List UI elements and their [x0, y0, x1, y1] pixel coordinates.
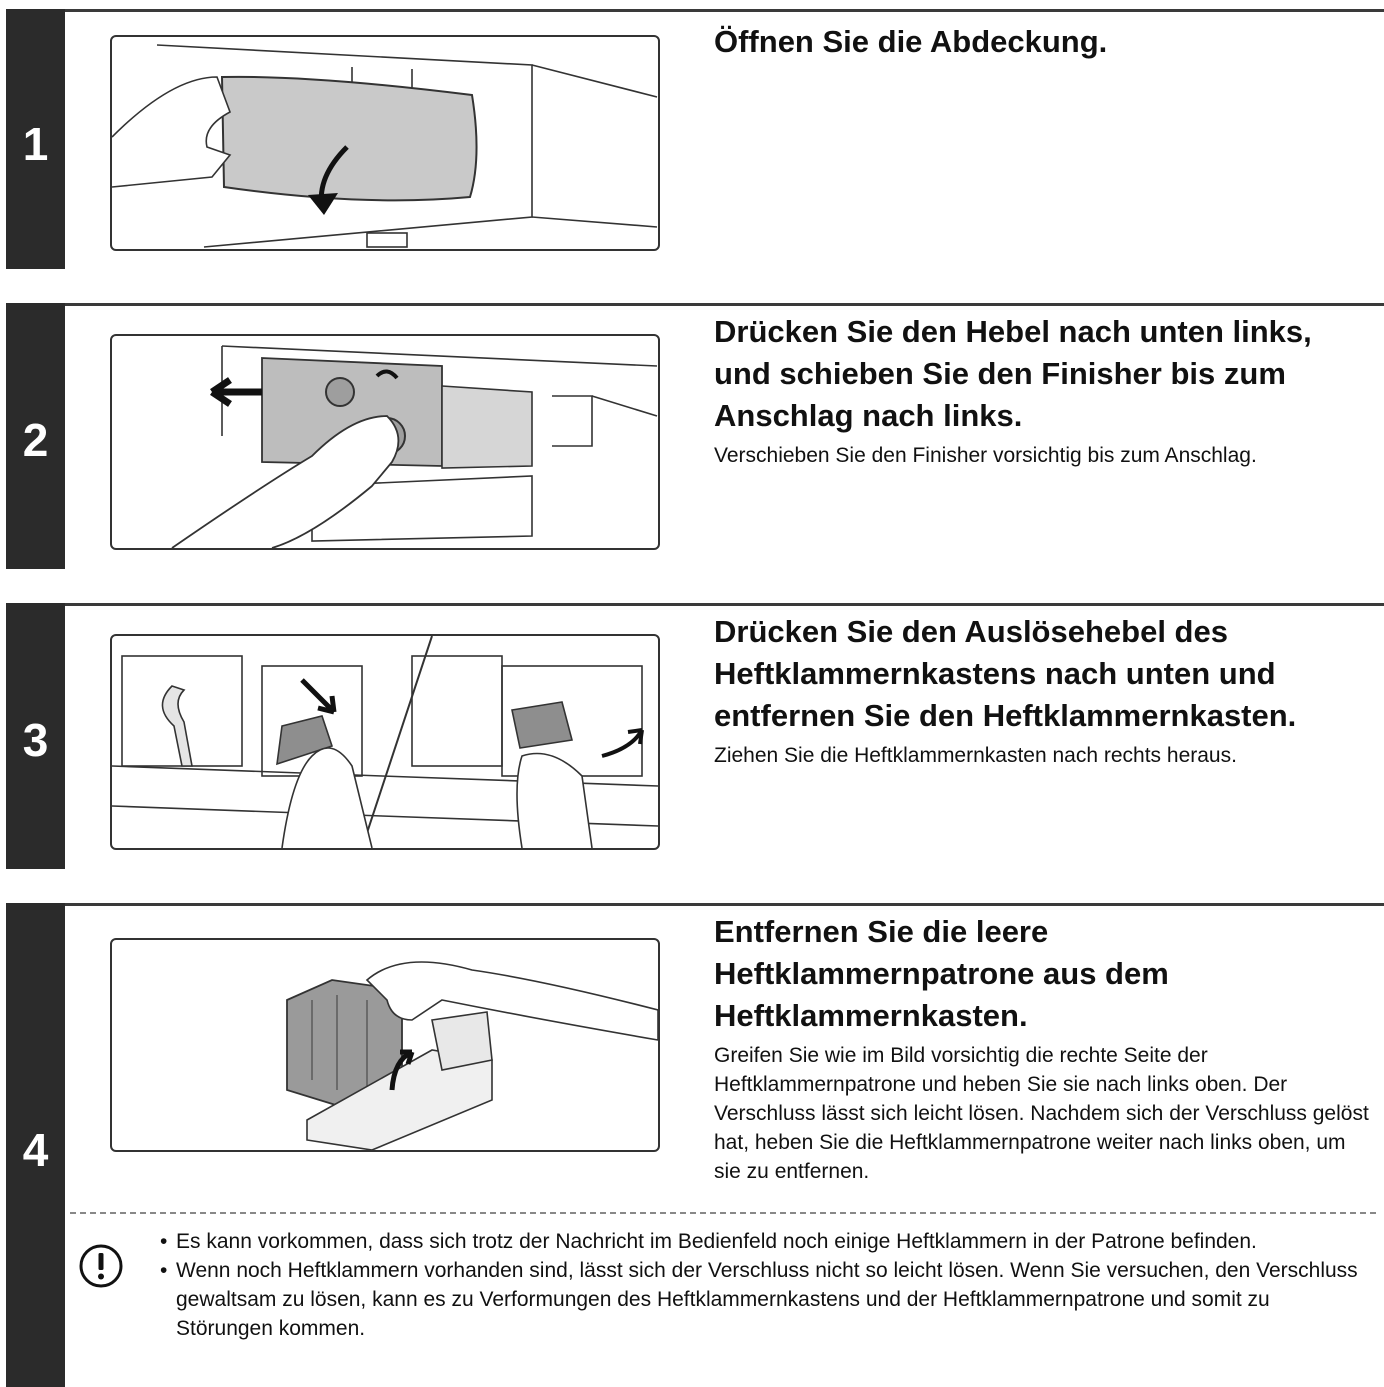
notes-list [158, 1227, 1368, 1343]
step-3 [0, 603, 1384, 869]
step-description: Ziehen Sie die Heftklammernkasten nach rechts heraus. [714, 744, 1237, 767]
push-lever-illustration [112, 336, 658, 548]
step-2-illustration [110, 334, 660, 550]
step-4-illustration [110, 938, 660, 1152]
step-4 [0, 903, 1384, 1387]
remove-cartridge-illustration [112, 940, 658, 1150]
step-1-illustration [110, 35, 660, 251]
step-description: Greifen Sie wie im Bild vorsichtig die rechte Seite der Heftklammernpatrone und heben Sie sie nach links oben. Der Verschluss lässt sich leicht lösen. Nachdem sich der Verschluss gelöst hat, heben Sie die Heftklammernpatrone weiter nach links oben, um sie zu entfernen. [714, 1044, 1369, 1183]
step-1-text [714, 21, 1374, 63]
step-heading: Drücken Sie den Hebel nach unten links, und schieben Sie den Finisher bis zum Anschlag nach links. [714, 314, 1312, 433]
open-cover-illustration [112, 37, 658, 249]
step-2 [0, 303, 1384, 569]
step-divider [6, 9, 1384, 12]
remove-staple-case-illustration [112, 636, 658, 848]
step-divider [6, 903, 1384, 906]
note-item: • Es kann vorkommen, dass sich trotz der Nachricht im Bedienfeld noch einige Heftklammern in der Patrone befinden. [158, 1227, 1368, 1256]
step-3-illustration [110, 634, 660, 850]
step-heading: Öffnen Sie die Abdeckung. [714, 24, 1108, 59]
step-description: Verschieben Sie den Finisher vorsichtig bis zum Anschlag. [714, 444, 1257, 467]
step-2-text [714, 311, 1374, 470]
step-divider [6, 303, 1384, 306]
step-4-text [714, 911, 1374, 1186]
step-heading: Entfernen Sie die leere Heftklammernpatrone aus dem Heftklammernkasten. [714, 914, 1169, 1033]
step-divider [6, 603, 1384, 606]
step-number: 2 [22, 414, 49, 466]
step-1 [0, 9, 1384, 269]
step-heading: Drücken Sie den Auslösehebel des Heftklammernkastens nach unten und entfernen Sie den Heftklammernkasten. [714, 614, 1297, 733]
step-number: 1 [22, 118, 49, 170]
notes-divider [70, 1212, 1376, 1214]
step-number: 4 [22, 1124, 49, 1176]
caution-icon [78, 1243, 124, 1289]
step-number: 3 [22, 714, 49, 766]
note-item: • Wenn noch Heftklammern vorhanden sind, lässt sich der Verschluss nicht so leicht lösen. Wenn Sie versuchen, den Verschluss gewaltsam zu lösen, kann es zu Verformungen des Heftklammernkastens und der Heftklammernpatrone und somit zu Störungen kommen. [158, 1256, 1368, 1343]
step-3-text [714, 611, 1374, 770]
